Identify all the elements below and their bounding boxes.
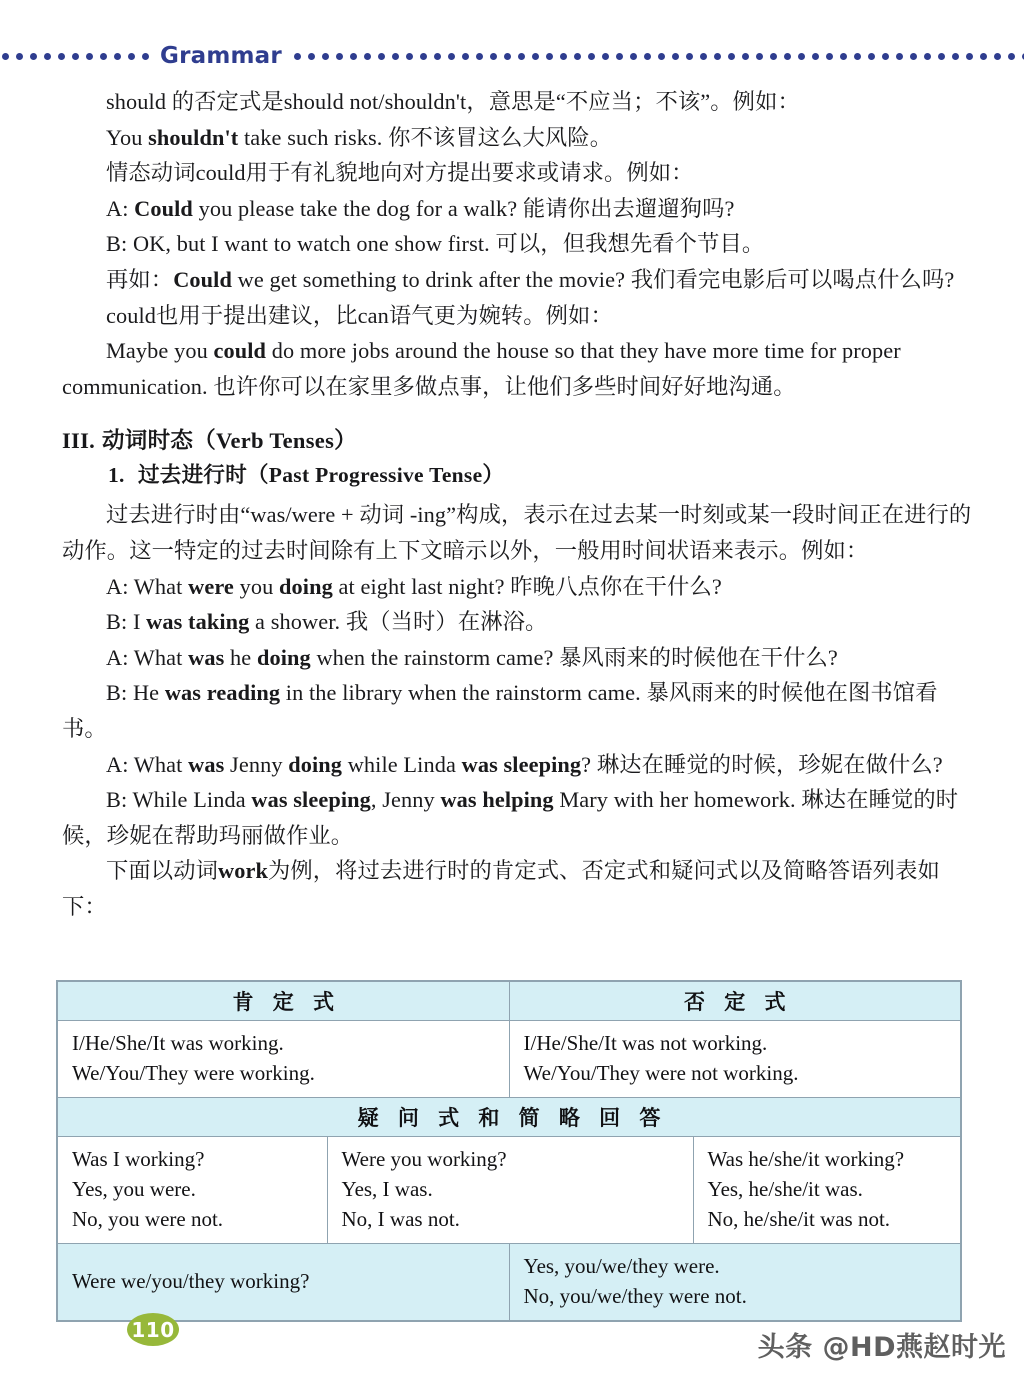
emphasis-text: work: [218, 858, 268, 884]
text-run: 暴风雨来的时候他在图书馆看书。: [62, 680, 938, 741]
dot-icon: [44, 53, 51, 60]
dot-icon: [854, 53, 861, 60]
text-run: 下面以动词: [106, 858, 218, 884]
dot-icon: [518, 53, 525, 60]
section-heading-verb-tenses: [62, 424, 977, 458]
dot-icon: [114, 53, 121, 60]
dot-icon: [700, 53, 707, 60]
form-line: We/You/They were not working.: [523, 1061, 799, 1085]
form-line: Yes, he/she/it was.: [707, 1177, 863, 1201]
dot-icon: [294, 53, 301, 60]
text-run: ?: [581, 751, 597, 777]
text-run: B: OK, but I want to watch one show first.: [106, 231, 496, 257]
page-header: [0, 40, 1024, 72]
text-run: Maybe you: [106, 338, 214, 364]
table-row-question-answers: [57, 1137, 961, 1244]
p-could-suggestion: [62, 298, 977, 334]
dot-icon: [980, 53, 987, 60]
form-line: Yes, I was.: [341, 1177, 433, 1201]
dot-icon: [882, 53, 889, 60]
page-number-badge: 110: [127, 1313, 179, 1346]
text-run: 再如：: [106, 266, 174, 292]
dot-icon: [406, 53, 413, 60]
table-cell-question-he-she-it: [693, 1137, 961, 1244]
form-line: We/You/They were working.: [72, 1061, 315, 1085]
table-cell-affirmative-forms: [57, 1021, 509, 1098]
dot-icon: [322, 53, 329, 60]
text-run: , Jenny: [370, 787, 441, 813]
dot-rule-right-icon: [294, 51, 1024, 61]
dot-icon: [16, 53, 23, 60]
dot-icon: [812, 53, 819, 60]
dot-icon: [826, 53, 833, 60]
form-line: Yes, you/we/they were.: [523, 1254, 720, 1278]
dot-icon: [630, 53, 637, 60]
text-run: 琳达在睡觉的时候，珍妮在帮助玛丽做作业。: [62, 787, 959, 848]
dot-icon: [952, 53, 959, 60]
table-header-questions-short-answers: 疑 问 式 和 简 略 回 答: [57, 1098, 961, 1137]
p-table-intro: [62, 853, 977, 924]
emphasis-text: shouldn't: [148, 124, 239, 150]
dot-icon: [784, 53, 791, 60]
dot-icon: [378, 53, 385, 60]
form-line: Yes, you were.: [72, 1177, 196, 1201]
text-run: 昨晚八点你在干什么?: [510, 573, 722, 599]
emphasis-text: was helping: [440, 787, 554, 813]
text-run: 也许你可以在家里多做点事，让他们多些时间好好地沟通。: [213, 373, 796, 399]
page-title: Grammar: [160, 43, 282, 69]
table-cell-negative-forms: [509, 1021, 961, 1098]
dot-icon: [868, 53, 875, 60]
text-run: when the rainstorm came?: [310, 644, 560, 670]
text-run: 用于有礼貌地向对方提出要求或请求。例如：: [245, 160, 694, 186]
text-run: 我（当时）在淋浴。: [345, 609, 548, 635]
table-cell-question-you: [327, 1137, 693, 1244]
text-run: B: He: [106, 680, 165, 706]
text-run: while Linda: [342, 751, 462, 777]
dot-icon: [462, 53, 469, 60]
text-run: 为例，将过去进行时的肯定式、否定式和疑问式以及简略答语列表如下：: [62, 858, 940, 919]
text-run: 你不该冒这么大风险。: [388, 124, 613, 150]
text-run: you please take the dog for a walk?: [192, 195, 523, 221]
dot-icon: [86, 53, 93, 60]
emphasis-text: was taking: [146, 609, 250, 635]
emphasis-text: was reading: [164, 680, 281, 706]
p-a-shower: [62, 604, 977, 640]
dot-icon: [966, 53, 973, 60]
text-run: 情态动词: [106, 160, 196, 186]
dot-icon: [392, 53, 399, 60]
subsection-numeral: 1.: [108, 463, 125, 488]
form-line: Was he/she/it working?: [707, 1147, 905, 1171]
dot-icon: [128, 53, 135, 60]
past-progressive-forms-table: [56, 980, 962, 1322]
text-run: Mary with her homework.: [553, 787, 802, 813]
table-row-headers-affirm-negate: [57, 981, 961, 1021]
modal-verbs-paragraphs: [62, 84, 977, 404]
emphasis-text: was: [188, 751, 225, 777]
emphasis-text: Could: [173, 266, 232, 292]
form-line: I/He/She/It was working.: [72, 1031, 284, 1055]
dot-icon: [896, 53, 903, 60]
dot-icon: [504, 53, 511, 60]
form-line: I/He/She/It was not working.: [523, 1031, 768, 1055]
dot-icon: [924, 53, 931, 60]
text-run: B: While Linda: [106, 787, 252, 813]
text-run: 过去进行时由“was/were + 动词 -ing”构成，表示在过去某一时刻或某一段时间正在进行的动作。这一特定的过去时间除有上下文暗示以外，一般用时间状语来表示。例如：: [62, 502, 972, 563]
dot-icon: [546, 53, 553, 60]
p-dialog-a-dog: [62, 191, 977, 227]
dot-icon: [72, 53, 79, 60]
dot-icon: [142, 53, 149, 60]
dot-icon: [616, 53, 623, 60]
dot-icon: [364, 53, 371, 60]
dot-icon: [910, 53, 917, 60]
text-run: A: What: [106, 644, 189, 670]
text-run: take such risks.: [238, 124, 389, 150]
text-run: ，意思是“不应当；不该”。例如：: [466, 89, 800, 114]
dot-icon: [560, 53, 567, 60]
text-run: A:: [106, 195, 135, 221]
emphasis-text: was sleeping: [251, 787, 371, 813]
dot-icon: [840, 53, 847, 60]
text-run: we get something to drink after the movie?: [231, 266, 631, 292]
dot-icon: [448, 53, 455, 60]
dot-icon: [476, 53, 483, 60]
section-numeral: III.: [62, 428, 96, 454]
dot-icon: [336, 53, 343, 60]
dot-icon: [490, 53, 497, 60]
emphasis-text: was sleeping: [461, 751, 582, 777]
dot-icon: [714, 53, 721, 60]
text-run: A: What: [106, 751, 189, 777]
text-run: Jenny: [224, 751, 289, 777]
table-row-plural-question: [57, 1244, 961, 1322]
text-run: 可以，但我想先看个节目。: [495, 231, 765, 257]
dot-icon: [994, 53, 1001, 60]
dot-icon: [350, 53, 357, 60]
p-should-negative: [62, 84, 977, 120]
dot-icon: [658, 53, 665, 60]
emphasis-text: was: [188, 644, 225, 670]
emphasis-text: doing: [279, 573, 333, 599]
emphasis-text: were: [188, 573, 234, 599]
dot-icon: [2, 53, 9, 60]
p-shouldnt-example: [62, 120, 977, 156]
p-a-jenny-helping: [62, 782, 977, 853]
p-a-library: [62, 675, 977, 746]
text-run: do more jobs around the house so that they have more time for proper communication.: [62, 338, 901, 399]
dot-icon: [798, 53, 805, 60]
dot-icon: [756, 53, 763, 60]
table-cell-question-i: [57, 1137, 327, 1244]
dot-rule-left-icon: [2, 51, 150, 61]
text-run: 语气更为婉转。例如：: [388, 302, 613, 328]
dot-icon: [686, 53, 693, 60]
dot-icon: [742, 53, 749, 60]
table-row-header-questions: [57, 1098, 961, 1137]
dot-icon: [728, 53, 735, 60]
dot-icon: [770, 53, 777, 60]
dot-icon: [30, 53, 37, 60]
text-run: at eight last night?: [332, 573, 511, 599]
p-dialog-b-show: [62, 226, 977, 262]
form-line: No, he/she/it was not.: [707, 1207, 891, 1231]
form-line: No, I was not.: [341, 1207, 460, 1231]
table-cell-question-we-you-they: [57, 1244, 509, 1322]
dot-icon: [434, 53, 441, 60]
text-run: should not/shouldn't: [283, 89, 467, 114]
text-run: could: [195, 160, 246, 186]
subsection-heading-past-progressive: [108, 458, 977, 492]
p-maybe-could: [62, 333, 977, 404]
dot-icon: [938, 53, 945, 60]
dot-icon: [58, 53, 65, 60]
dot-icon: [588, 53, 595, 60]
dot-icon: [574, 53, 581, 60]
emphasis-text: doing: [256, 644, 311, 670]
text-run: 也用于提出建议，比: [156, 302, 358, 328]
text-run: can: [357, 302, 389, 328]
form-line: No, you were not.: [72, 1207, 224, 1231]
text-run: B: I: [106, 609, 147, 635]
p-q-eight-last-night: [62, 569, 977, 605]
text-run: should: [106, 89, 172, 114]
table-row-forms: [57, 1021, 961, 1098]
subsection-label: 过去进行时（Past Progressive Tense）: [138, 463, 505, 488]
text-run: could: [106, 302, 157, 328]
p-again-drink: [62, 262, 977, 298]
form-line: No, you/we/they were not.: [523, 1284, 747, 1308]
text-run: 暴风雨来的时候他在干什么?: [559, 644, 838, 670]
dot-icon: [644, 53, 651, 60]
text-run: in the library when the rainstorm came.: [280, 680, 647, 706]
text-run: You: [106, 124, 149, 150]
text-run: 的否定式是: [171, 89, 284, 114]
emphasis-text: Could: [134, 195, 193, 221]
dot-icon: [532, 53, 539, 60]
p-q-jenny-linda: [62, 747, 977, 783]
dot-icon: [308, 53, 315, 60]
dot-icon: [672, 53, 679, 60]
text-run: 能请你出去遛遛狗吗?: [522, 195, 735, 221]
p-past-prog-def: [62, 497, 977, 568]
text-run: 琳达在睡觉的时候，珍妮在做什么?: [596, 751, 943, 777]
text-run: a shower.: [249, 609, 346, 635]
spacer: [62, 404, 977, 424]
section-label: 动词时态（Verb Tenses）: [102, 428, 357, 454]
text-run: 我们看完电影后可以喝点什么吗?: [630, 266, 955, 292]
form-line: Were you working?: [341, 1147, 507, 1171]
table-header-negative: 否 定 式: [509, 981, 961, 1021]
p-q-rainstorm: [62, 640, 977, 676]
dot-icon: [602, 53, 609, 60]
form-line: Were we/you/they working?: [72, 1269, 310, 1293]
table-header-affirmative: 肯 定 式: [57, 981, 509, 1021]
past-progressive-paragraphs: [62, 497, 977, 924]
text-run: A: What: [106, 573, 189, 599]
dot-icon: [420, 53, 427, 60]
table-cell-answer-we-you-they: [509, 1244, 961, 1322]
document-body: [62, 84, 977, 924]
emphasis-text: doing: [288, 751, 343, 777]
dot-icon: [100, 53, 107, 60]
dot-icon: [1008, 53, 1015, 60]
text-run: you: [233, 573, 280, 599]
emphasis-text: could: [213, 338, 267, 364]
form-line: Was I working?: [72, 1147, 205, 1171]
text-run: he: [224, 644, 257, 670]
p-could-polite: [62, 155, 977, 191]
watermark: 头条 @HD燕赵时光: [757, 1332, 1006, 1363]
